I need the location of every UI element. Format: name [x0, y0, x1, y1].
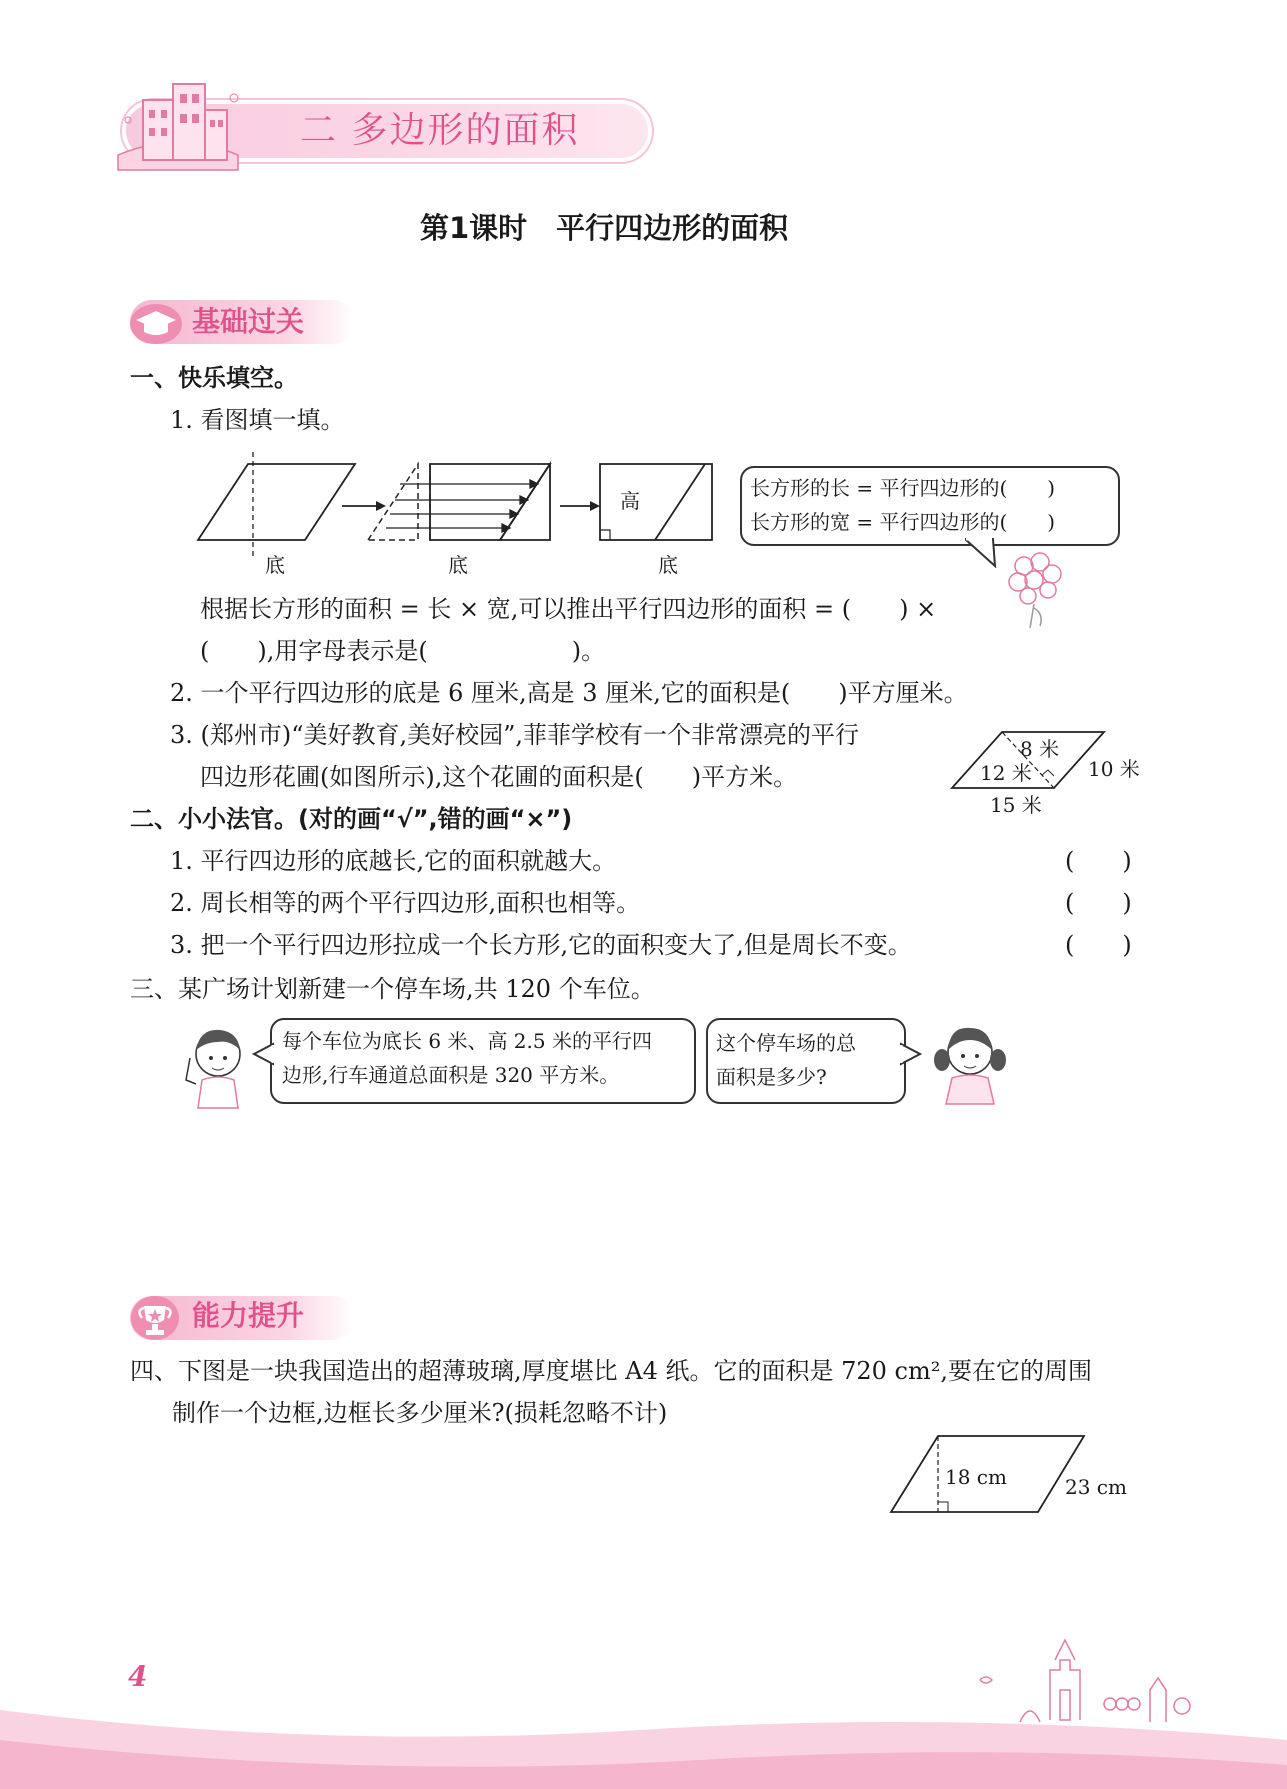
- girl-avatar-icon: [928, 1014, 1012, 1106]
- fig-label-di-2: 底: [448, 553, 468, 577]
- hint-bubble-line1: 长方形的长 = 平行四边形的( ): [750, 476, 1056, 500]
- q2-item-1: 1. 平行四边形的底越长,它的面积就越大。: [170, 847, 617, 875]
- bubble-tail: [965, 538, 1005, 568]
- school-building-icon: [108, 70, 248, 175]
- glass-side-label: 23 cm: [1065, 1475, 1127, 1499]
- q4-line2: 制作一个边框,边框长多少厘米?(损耗忽略不计): [172, 1399, 668, 1427]
- q2-item-2: 2. 周长相等的两个平行四边形,面积也相等。: [170, 889, 641, 917]
- girl-bubble-tail: [900, 1042, 922, 1066]
- boy-speech-line2: 边形,行车通道总面积是 320 平方米。: [282, 1063, 620, 1087]
- lesson-title: 第1课时 平行四边形的面积: [420, 211, 789, 245]
- q2-item-3: 3. 把一个平行四边形拉成一个长方形,它的面积变大了,但是周长不变。: [170, 931, 912, 959]
- flowerbed-label-top: 8 米: [1020, 737, 1060, 761]
- q1-heading: 一、快乐填空。: [130, 364, 298, 392]
- q1-item3-line1: 3. (郑州市)“美好教育,美好校园”,菲菲学校有一个非常漂亮的平行: [170, 721, 860, 749]
- flowerbed-label-side: 10 米: [1088, 757, 1140, 781]
- q1-derive-line2: ( ),用字母表示是( )。: [200, 637, 606, 665]
- q2-heading: 二、小小法官。(对的画“√”,错的画“×”): [130, 805, 573, 833]
- girl-speech-line1: 这个停车场的总: [716, 1031, 856, 1055]
- girl-speech-line2: 面积是多少?: [716, 1065, 827, 1089]
- q2-answer-slot-1[interactable]: ( ): [1065, 847, 1132, 875]
- q2-answer-slot-2[interactable]: ( ): [1065, 889, 1132, 917]
- section-tab-advance-label: 能力提升: [192, 1299, 305, 1332]
- q4-line1: 四、下图是一块我国造出的超薄玻璃,厚度堪比 A4 纸。它的面积是 720 cm²,要在它的周围: [130, 1357, 1093, 1385]
- fig-label-gao: 高: [620, 489, 640, 513]
- boy-bubble-tail: [252, 1042, 274, 1066]
- section-tab-basic-label: 基础过关: [192, 305, 305, 338]
- glass-height-label: 18 cm: [945, 1465, 1007, 1489]
- boy-avatar-icon: [178, 1018, 248, 1110]
- chapter-title: 二 多边形的面积: [300, 110, 580, 151]
- castle-icon: [960, 1630, 1200, 1730]
- q1-item1-lead: 1. 看图填一填。: [170, 406, 345, 434]
- page-number: 4: [128, 1660, 148, 1693]
- q1-derive-line1: 根据长方形的面积 = 长 × 宽,可以推出平行四边形的面积 = ( ) ×: [200, 595, 937, 623]
- fig-label-di-1: 底: [265, 553, 285, 577]
- flowerbed-label-height: 12 米: [980, 761, 1032, 785]
- flowerbed-label-base: 15 米: [990, 793, 1042, 817]
- flower-icon: [1000, 548, 1068, 630]
- q3-heading: 三、某广场计划新建一个停车场,共 120 个车位。: [130, 975, 655, 1003]
- q1-item3-line2: 四边形花圃(如图所示),这个花圃的面积是( )平方米。: [200, 763, 798, 791]
- q1-item2: 2. 一个平行四边形的底是 6 厘米,高是 3 厘米,它的面积是( )平方厘米。: [170, 679, 968, 707]
- graduation-cap-icon: [128, 298, 184, 346]
- hint-bubble-line2: 长方形的宽 = 平行四边形的( ): [750, 510, 1056, 534]
- boy-speech-line1: 每个车位为底长 6 米、高 2.5 米的平行四: [282, 1029, 652, 1053]
- fig-label-di-3: 底: [658, 553, 678, 577]
- q2-answer-slot-3[interactable]: ( ): [1065, 931, 1132, 959]
- trophy-icon: [130, 1294, 180, 1342]
